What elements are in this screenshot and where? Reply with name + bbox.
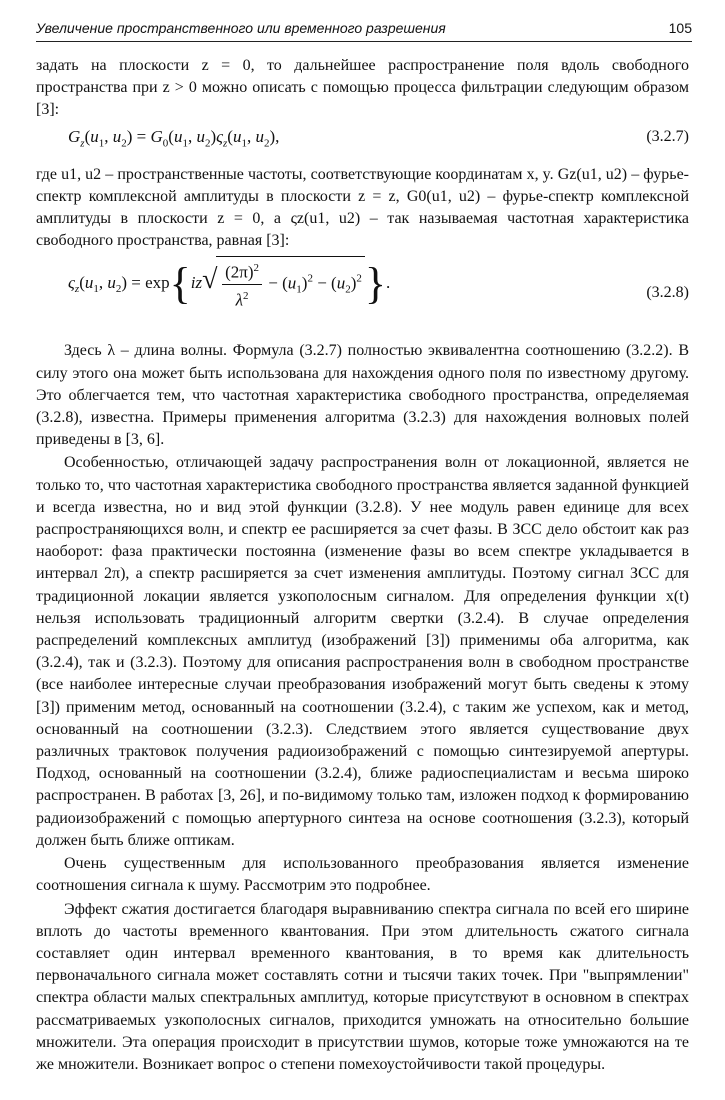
paragraph-2: где u1, u2 – пространственные частоты, соответствующие координатам x, y. Gz(u1, u2) – фурье-спектр комплексной амплитуды в плоскости z = z, G0(u1, u2) – фурье-спектр комплексной амплитуды в плоскости z = 0, а ςz(u1, u2) – так называемая частотная характеристика свободного пространства, равная [3]:	[36, 165, 689, 250]
page-number: 105	[668, 20, 692, 36]
paragraph-5: Очень существенным для использованного преобразования является изменение соотношения сигнала к шуму. Рассмотрим это подробнее.	[36, 855, 689, 895]
equation-number: (3.2.7)	[646, 127, 689, 145]
equation-3-2-8	[36, 256, 689, 330]
running-title: Увеличение пространственного или временного разрешения	[36, 20, 446, 36]
paragraph-3: Здесь λ – длина волны. Формула (3.2.7) полностью эквивалентна соотношению (3.2.2). В силу этого она может быть использована для нахождения одного поля по известному другому. Это облегчается тем, что частотная характеристика свободного пространства, определяемая (3.2.8), известна. Примеры применения алгоритма (3.2.3) для нахождения волновых полей приведены в [3, 6].	[36, 342, 689, 449]
body-text	[36, 55, 689, 1076]
equation-number: (3.2.8)	[646, 284, 689, 302]
equation-formula: $G_z(u_1$, $u_2) = G_0(u_1$, $u_2)\varsigma_z(u_1$, $u_2$),	[68, 126, 280, 149]
paragraph-4: Особенностью, отличающей задачу распространения волн от локационной, является не только то, что частотная характеристика свободного пространства является заданной функцией и всегда известна, но и вид этой функции (3.2.8). У нее модуль равен единице для всех распространяющихся волн, и спектр ее расширяется за счет фазы. В ЗСС дело обстоит как раз наоборот: фаза практически постоянна (изменение фазы во всем спектре укладывается в интервал 2π), а спектр расширяется за счет изменения амплитуды. Поэтому сигнал ЗСС для традиционной локации является узкополосным сигналом. Для определения функции x(t) нельзя использовать традиционный алгоритм свертки (3.2.4). В случае определения распределений комплексных амплитуд (изображений [3]) применимы оба алгоритма, как (3.2.4), так и (3.2.3). Поэтому для описания распространения волн в свободном пространстве (все наиболее интересные случаи преобразования изображений могут быть сведены к этому [3]) применим метод, основанный на соотношении (3.2.4), с таким же успехом, как и метод, основанный на соотношении (3.2.3). Следствием этого является существование двух различных трактовок получения радиоизображений с помощью синтезируемой апертуры. Подход, основанный на соотношении (3.2.4), ближе радиоспециалистам и весьма широко распространен. В работах [3, 26], и по-видимому только там, изложен подход к формированию радиоизображений с помощью апертурного синтеза на основе соотношения (3.2.3), который должен быть ближе оптикам.	[36, 454, 689, 849]
equation-3-2-7	[36, 126, 689, 160]
paragraph-1: задать на плоскости z = 0, то дальнейшее распространение поля вдоль свободного пространства при z > 0 можно описать с помощью процесса фильтрации следующим образом [3]:	[36, 57, 689, 119]
header-rule	[36, 41, 692, 42]
paragraph-6: Эффект сжатия достигается благодаря выравниванию спектра сигнала по всей его ширине вплоть до частоты временного квантования. При этом длительность сжатого сигнала составляет один интервал временного квантования, в то время как длительность первоначального сигнала может составлять сотни и тысячи таких точек. При "выпрямлении" спектра области малых спектральных амплитуд, которые присутствуют в основном в спектрах рассматриваемых узкополосных сигналов, приходится умножать на относительно большие множители. Эта операция происходит в присутствии шумов, которые тоже умножаются на те же множители. Возникает вопрос о степени помехоустойчивости такой процедуры.	[36, 900, 689, 1073]
equation-formula: $\varsigma_z(u_1$, $u_2) = \exp\{iz$ √ $\frac{(2\pi)^2}{\lambda^2}$ − $(u_1)^2 - (u_2)^2$}.	[68, 256, 390, 312]
page-header	[36, 20, 692, 42]
